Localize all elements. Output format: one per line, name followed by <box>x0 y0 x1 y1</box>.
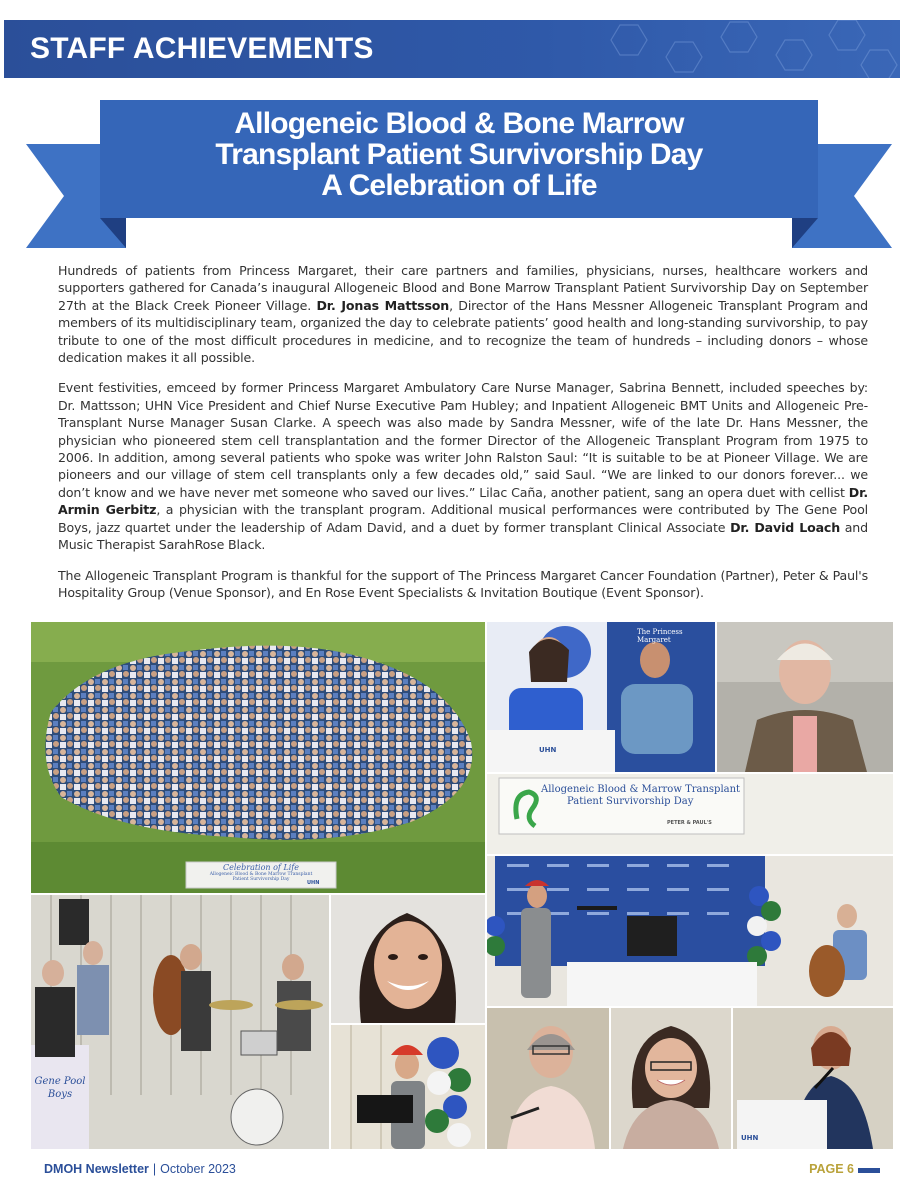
portrait-photo-1 <box>331 895 485 1023</box>
sign-text: Patient Survivorship Day <box>567 796 694 807</box>
article-paragraph-2 <box>58 379 868 553</box>
paragraph-text: , Director of the Hans Messner Allogeneic Transplant Program and members of its multidisciplinary team, organized the day to celebrate patients’ good health and long-standing survivorship, to pay tribute to one of the most difficult procedures in medicine, and to recognize the team of hundreds – including donors – whose dedication makes it all possible. <box>58 297 868 366</box>
person-name: Dr. Armin Gerbitz <box>58 484 868 518</box>
photo-collage <box>31 622 893 1149</box>
title-ribbon-banner <box>26 96 892 250</box>
section-header <box>4 20 900 78</box>
article-paragraph-3: The Allogeneic Transplant Program is thankful for the support of The Princess Margaret Cancer Foundation (Partner), Peter & Paul's Hospitality Group (Venue Sponsor), and En Rose Event Specialists & Invitation Boutique (Event Sponsor). <box>58 567 868 600</box>
article-body <box>58 262 868 614</box>
newsletter-name: DMOH Newsletter <box>44 1162 149 1176</box>
speaker-photo-2 <box>717 622 893 772</box>
group-photo <box>31 622 485 893</box>
footer-dash-decoration <box>858 1168 880 1173</box>
backdrop-text: The Princess Margaret <box>637 628 683 644</box>
uhn-logo: UHN <box>539 746 557 754</box>
section-title: STAFF ACHIEVEMENTS <box>30 32 374 65</box>
person-name: Dr. David Loach <box>730 519 841 535</box>
person-name: Dr. Jonas Mattsson <box>316 297 450 313</box>
banner-title <box>126 108 792 201</box>
band-sign: Gene Pool Boys <box>34 1076 86 1100</box>
paragraph-text: and Music Therapist SarahRose Black. <box>58 519 868 553</box>
banner-title-line-3: A Celebration of Life <box>321 169 597 202</box>
paragraph-text: , a physician with the transplant program. Additional musical performances were contributed by The Gene Pool Boys, jazz quartet under the leadership of Adam David, and a duet by former transplant Clinical Associate <box>58 502 868 535</box>
portrait-photo-2 <box>487 1008 609 1149</box>
paragraph-text: Hundreds of patients from Princess Margaret, their care partners and families, physicians, nurses, healthcare workers and supporters gathered for Canada’s inaugural Allogeneic Blood and Bone Marrow Transplant Patient Survivorship Day on September 27th at the Black Creek Pioneer Village. <box>58 263 868 313</box>
paragraph-text: Event festivities, emceed by former Princess Margaret Ambulatory Care Nurse Manager, Sabrina Bennett, included speeches by: Dr. Mattsson; UHN Vice President and Chief Nurse Executive Pam Hubley; and Inpatient Allogeneic BMT Units and Allogeneic Pre-Transplant Nurse Manager Susan Clarke. A speech was also made by Sandra Messner, wife of the late Dr. Hans Messner, the physician who pioneered stem cell transplantation and the former Director of the Allogeneic Transplant Program from 1975 to 2006. In addition, among several patients who spoke was writer John Ralston Saul: “It is suitable to be at Pioneer Village. We are pioneers and our village of stem cell transplants only a few decades old,” said Saul. “We are linked to our donors forever... we don’t know and we have never met someone who saved our lives.” Lilac Caña, another patient, sang an opera duet with cellist <box>58 380 868 500</box>
banner-title-line-1: Allogeneic Blood & Bone Marrow <box>234 107 684 140</box>
event-sign <box>541 784 740 808</box>
sign-text: Patient Survivorship Day <box>232 877 290 882</box>
sign-text: Celebration of Life <box>222 863 300 872</box>
singer-photo <box>331 1025 485 1149</box>
hexagon-pattern-icon <box>580 20 900 78</box>
speaker-photo-3 <box>733 1008 893 1149</box>
article-paragraph-1 <box>58 262 868 366</box>
uhn-logo: UHN <box>307 880 320 886</box>
page-number: PAGE 6 <box>809 1162 854 1176</box>
issue-date: October 2023 <box>160 1162 236 1176</box>
sponsor-logo: PETER & PAUL'S <box>667 820 712 826</box>
jazz-band-photo <box>31 895 329 1149</box>
portrait-photo-3 <box>611 1008 731 1149</box>
footer-newsletter <box>44 1162 236 1176</box>
footer-separator: | <box>152 1162 157 1176</box>
event-sign-photo <box>487 774 893 854</box>
speaker-photo-1 <box>487 622 715 772</box>
banner-title-line-2: Transplant Patient Survivorship Day <box>215 138 703 171</box>
sign-text: Allogeneic Blood & Marrow Transplant <box>541 784 741 795</box>
uhn-logo: UHN <box>741 1134 759 1142</box>
performance-photo <box>487 856 893 1006</box>
sign-text: Allogeneic Blood & Bone Marrow Transplant <box>209 872 313 877</box>
